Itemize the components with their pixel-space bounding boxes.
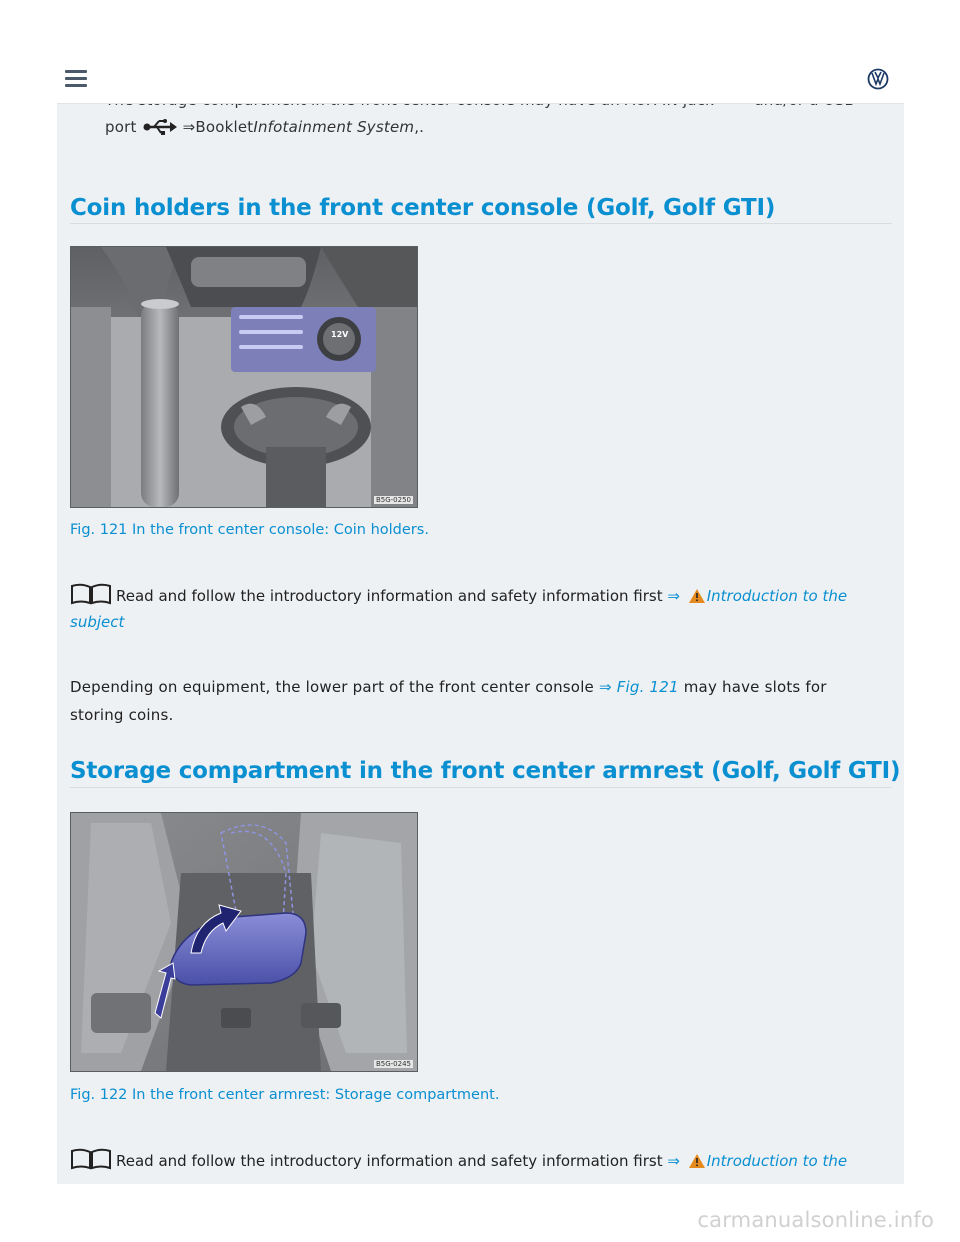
top-bar bbox=[57, 58, 904, 104]
warning-icon bbox=[689, 589, 705, 603]
read-first-note: Read and follow the introductory information and safety information first ⇒ Introduction to the subject bbox=[70, 583, 890, 635]
figure-code: B5G-0245 bbox=[375, 1060, 411, 1068]
port-label: port bbox=[105, 118, 137, 136]
coin-holders-body: Depending on equipment, the lower part of the front center console ⇒ Fig. 121 may have slots for storing coins. bbox=[70, 678, 827, 724]
read-first-note: Read and follow the introductory information and safety information first ⇒ Introduction to the bbox=[70, 1148, 890, 1174]
read-arrow-link[interactable]: ⇒ bbox=[667, 1152, 680, 1170]
figure-armrest-storage bbox=[70, 812, 418, 1072]
figure-caption: Fig. 122 In the front center armrest: Storage compartment. bbox=[70, 1087, 500, 1103]
introduction-link[interactable]: Introduction to the bbox=[706, 1152, 848, 1170]
introduction-link-cont[interactable]: subject bbox=[70, 613, 125, 631]
book-icon bbox=[70, 1148, 112, 1170]
booklet-ref: ⇒BookletInfotainment System,. bbox=[182, 118, 425, 136]
section-title-coin-holders: Coin holders in the front center console (Golf, Golf GTI) bbox=[70, 195, 776, 221]
fig-121-link[interactable]: ⇒ Fig. 121 bbox=[598, 678, 679, 696]
hamburger-menu-icon[interactable] bbox=[65, 70, 87, 88]
figure-code: B5G-0250 bbox=[375, 496, 411, 504]
warning-icon bbox=[689, 1154, 705, 1168]
figure-coin-holders bbox=[70, 246, 418, 508]
svg-text:12V: 12V bbox=[331, 330, 349, 339]
section-divider bbox=[70, 223, 892, 224]
coin-holders-illustration bbox=[71, 247, 417, 507]
figure-caption: Fig. 121 In the front center console: Coin holders. bbox=[70, 522, 429, 538]
watermark: carmanualsonline.info bbox=[697, 1208, 934, 1232]
section-divider bbox=[70, 787, 892, 788]
document-page bbox=[57, 58, 904, 1184]
armrest-illustration bbox=[71, 813, 417, 1071]
introduction-link[interactable]: Introduction to the bbox=[706, 587, 848, 605]
section-title-armrest-storage: Storage compartment in the front center armrest (Golf, Golf GTI) bbox=[70, 758, 901, 784]
book-icon bbox=[70, 583, 112, 605]
vw-logo-icon[interactable] bbox=[867, 68, 889, 90]
intro-line-2 bbox=[105, 118, 895, 136]
usb-icon bbox=[143, 119, 177, 135]
read-arrow-link[interactable]: ⇒ bbox=[667, 587, 680, 605]
booklet-title: Infotainment System bbox=[253, 118, 415, 136]
